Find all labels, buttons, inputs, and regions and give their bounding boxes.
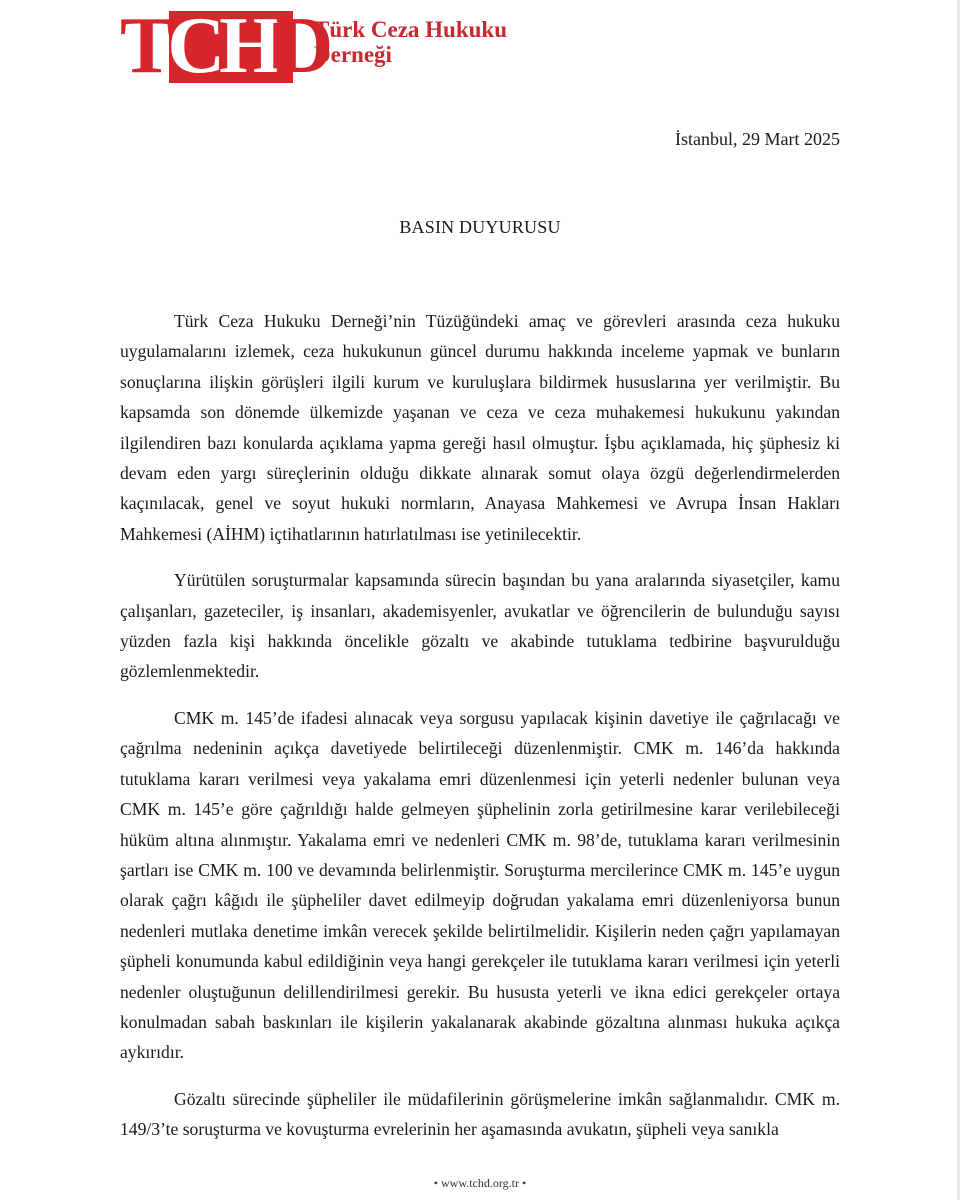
paragraph-2: Yürütülen soruşturmalar kapsamında sürecin başından bu yana aralarında siyasetçiler, kamu çalışanları, gazeteciler, iş insanları, akademisyenler, avukatlar ve öğrencilerin de bulunduğu sayısı yüzden fazla kişi hakkında öncelikle gözaltı ve akabinde tutuklama tedbirine başvurulduğu gözlemlenmektedir. — [120, 570, 840, 682]
logo-letter-h: H — [219, 2, 276, 90]
footer-website: • www.tchd.org.tr • — [433, 1176, 527, 1190]
logo-letter-d: D — [275, 2, 328, 90]
document-body — [120, 306, 840, 1145]
document-title: BASIN DUYURUSU — [399, 217, 561, 237]
paragraph-1: Türk Ceza Hukuku Derneği’nin Tüzüğündeki amaç ve görevleri arasında ceza hukuku uygulamalarını izlemek, ceza hukukunun güncel durumu hakkında inceleme yapmak ve bunların sonuçlarına ilişkin görüşleri ilgili kurum ve kuruluşlara bildirmek hususlarına yer verilmiştir. Bu kapsamda son dönemde ülkemizde yaşanan ve ceza ve ceza muhakemesi hukukunu yakından ilgilendiren bazı konularda açıklama yapma gereği hasıl olmuştur. İşbu açıklamada, hiç şüphesiz ki devam eden yargı süreçlerinin olduğu dikkate alınarak somut olaya özgü değerlendirmelerden kaçınılacak, genel ve soyut hukuki normların, Anayasa Mahkemesi ve Avrupa İnsan Hakları Mahkemesi (AİHM) içtihatlarının hatırlatılması ise yetinilecektir. — [120, 311, 840, 544]
tchd-logo — [120, 2, 520, 90]
association-name-line1: Türk Ceza Hukuku — [314, 17, 508, 42]
logo-letter-c: C — [167, 2, 220, 90]
document-date: İstanbul, 29 Mart 2025 — [675, 129, 840, 149]
association-name-line2: Derneği — [314, 42, 392, 67]
paragraph-4: Gözaltı sürecinde şüpheliler ile müdafilerinin görüşmelerine imkân sağlanmalıdır. CMK m. 149/3’te soruşturma ve kovuşturma evrelerinin her aşamasında avukatın, şüpheli veya sanıkla — [120, 1088, 840, 1140]
paragraph-3: CMK m. 145’de ifadesi alınacak veya sorgusu yapılacak kişinin davetiye ile çağrılacağı ve çağrılma nedeninin açıkça davetiyede belirtileceği düzenlenmiştir. CMK m. 146’da hakkında tutuklama kararı verilmesi veya yakalama emri düzenlenmesi için yeterli nedenler bulunan veya CMK m. 145’e göre çağrıldığı halde gelmeyen şüphelinin zorla getirilmesine karar verilebileceği hüküm altına alınmıştır. Yakalama emri ve nedenleri CMK m. 98’de, tutuklama kararı verilmesinin şartları ise CMK m. 100 ve devamında belirlenmiştir. Soruşturma mercilerince CMK m. 145’e uygun olarak çağrı kâğıdı ile şüpheliler davet edilmeyip doğrudan yakalama emri düzenleniyorsa bunun nedenleri mutlaka denetime imkân verecek şekilde belirtilmelidir. Kişilerin neden çağrı yapılamayan şüpheli konumunda kabul edildiğinin veya hangi gerekçeler ile tutuklama kararı verilmesi için yeterli nedenler oluştuğunun delillendirilmesi gerekir. Bu hususta yeterli ve ikna edici gerekçeler ortaya konulmadan sabah baskınları ile kişilerin yakalanarak akabinde gözaltına alınması hukuka açıkça aykırıdır. — [120, 707, 840, 1063]
logo-monogram — [120, 2, 328, 90]
logo-letter-t: T — [120, 2, 168, 90]
association-name — [314, 17, 507, 67]
